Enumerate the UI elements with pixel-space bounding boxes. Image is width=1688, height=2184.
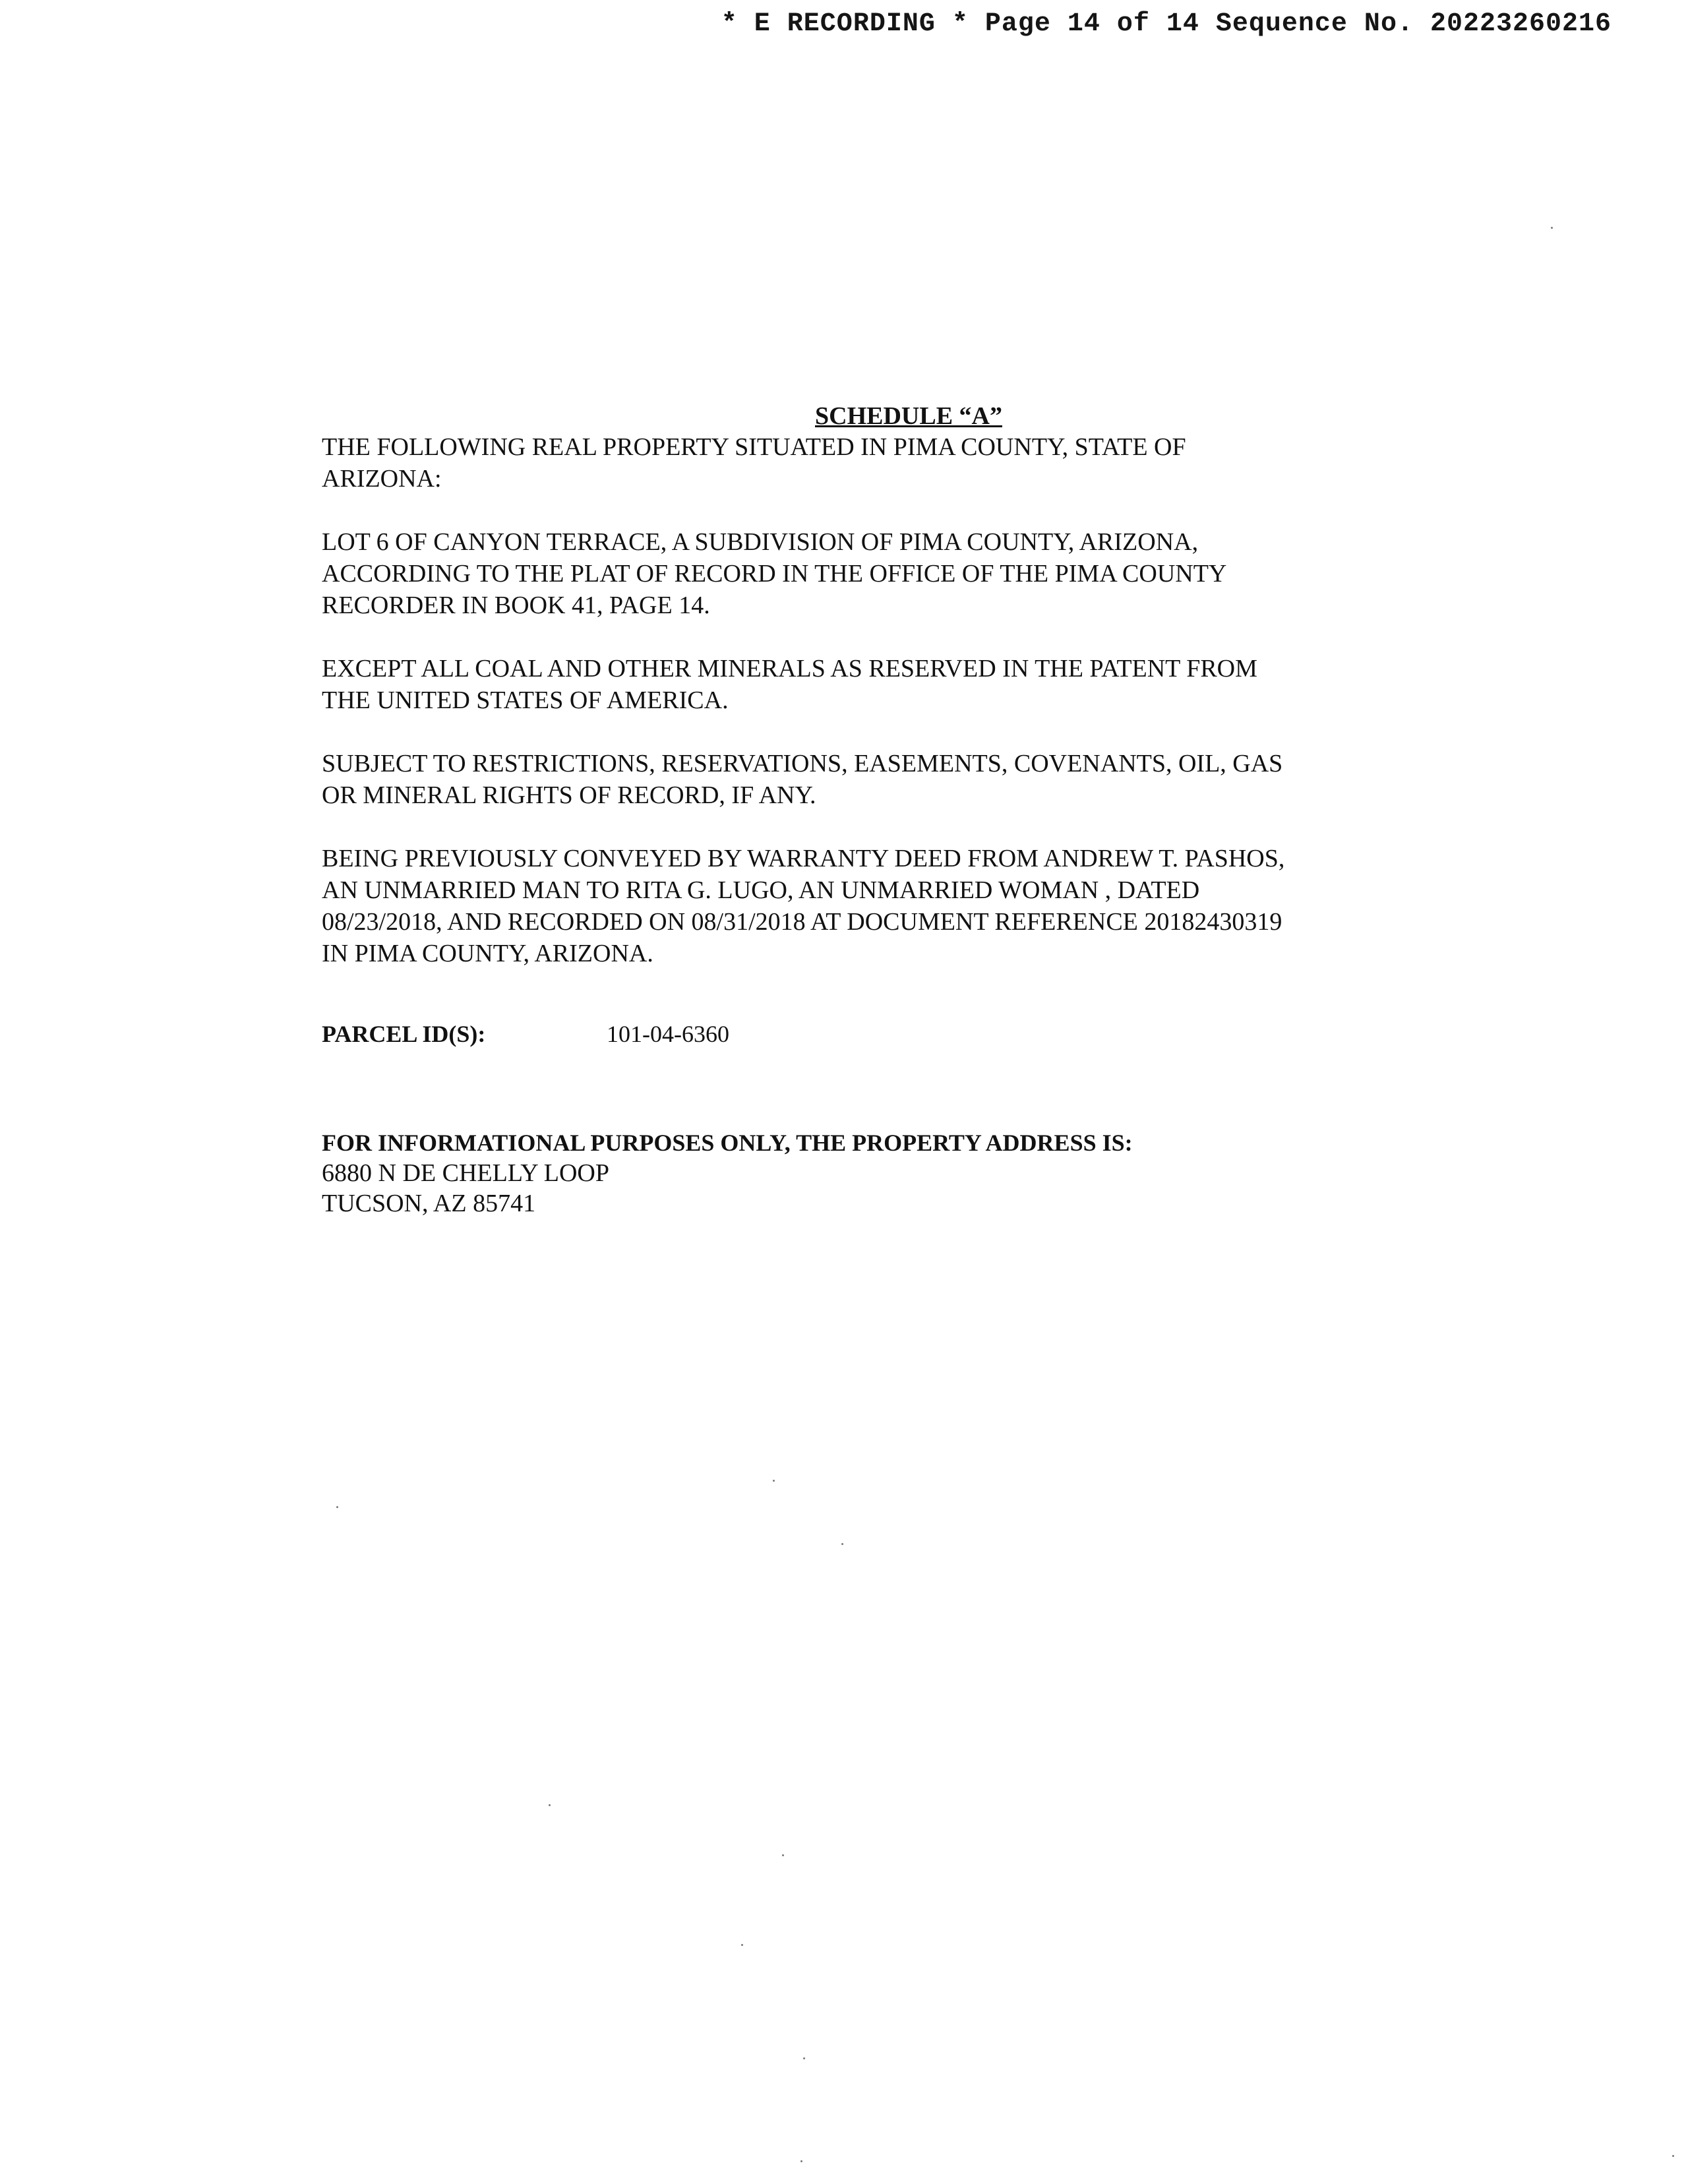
- scan-speck: [800, 2160, 802, 2162]
- schedule-title: SCHEDULE “A”: [815, 402, 1002, 430]
- prior-conveyance-paragraph: BEING PREVIOUSLY CONVEYED BY WARRANTY DEED FROM ANDREW T. PASHOS, AN UNMARRIED MAN TO RITA G. LUGO, AN UNMARRIED WOMAN , DATED 08/23/2018, AND RECORDED ON 08/31/2018 AT DOCUMENT REFERENCE 20182430319 IN PIMA COUNTY, ARIZONA.: [322, 845, 1285, 967]
- property-address-line-2: TUCSON, AZ 85741: [322, 1190, 536, 1217]
- recording-stamp: * E RECORDING * Page 14 of 14 Sequence No. 20223260216: [721, 9, 1612, 39]
- parcel-id-row: [322, 1019, 1377, 1048]
- scan-speck: [803, 2057, 805, 2059]
- parcel-id-value: 101-04-6360: [607, 1021, 729, 1047]
- property-address-heading: FOR INFORMATIONAL PURPOSES ONLY, THE PROPERTY ADDRESS IS:: [322, 1130, 1133, 1156]
- scan-speck: [841, 1543, 843, 1545]
- property-address-line-1: 6880 N DE CHELLY LOOP: [322, 1159, 609, 1187]
- parcel-id-label: PARCEL ID(S):: [322, 1021, 486, 1047]
- schedule-a-section: [322, 401, 1377, 1219]
- scan-speck: [1551, 227, 1553, 229]
- scan-speck: [1672, 2155, 1674, 2157]
- lot-description-paragraph: LOT 6 OF CANYON TERRACE, A SUBDIVISION OF PIMA COUNTY, ARIZONA, ACCORDING TO THE PLAT OF RECORD IN THE OFFICE OF THE PIMA COUNTY RECORDER IN BOOK 41, PAGE 14.: [322, 528, 1227, 619]
- scan-speck: [782, 1854, 784, 1856]
- scan-speck: [549, 1804, 551, 1806]
- mineral-exception-paragraph: EXCEPT ALL COAL AND OTHER MINERALS AS RESERVED IN THE PATENT FROM THE UNITED STATES OF AMERICA.: [322, 655, 1257, 714]
- property-address-block: [322, 1128, 1377, 1219]
- intro-paragraph: THE FOLLOWING REAL PROPERTY SITUATED IN PIMA COUNTY, STATE OF ARIZONA:: [322, 433, 1186, 493]
- scan-speck: [336, 1506, 338, 1508]
- scan-speck: [773, 1480, 775, 1482]
- subject-to-paragraph: SUBJECT TO RESTRICTIONS, RESERVATIONS, EASEMENTS, COVENANTS, OIL, GAS OR MINERAL RIGHTS OF RECORD, IF ANY.: [322, 750, 1283, 809]
- scan-speck: [741, 1944, 743, 1946]
